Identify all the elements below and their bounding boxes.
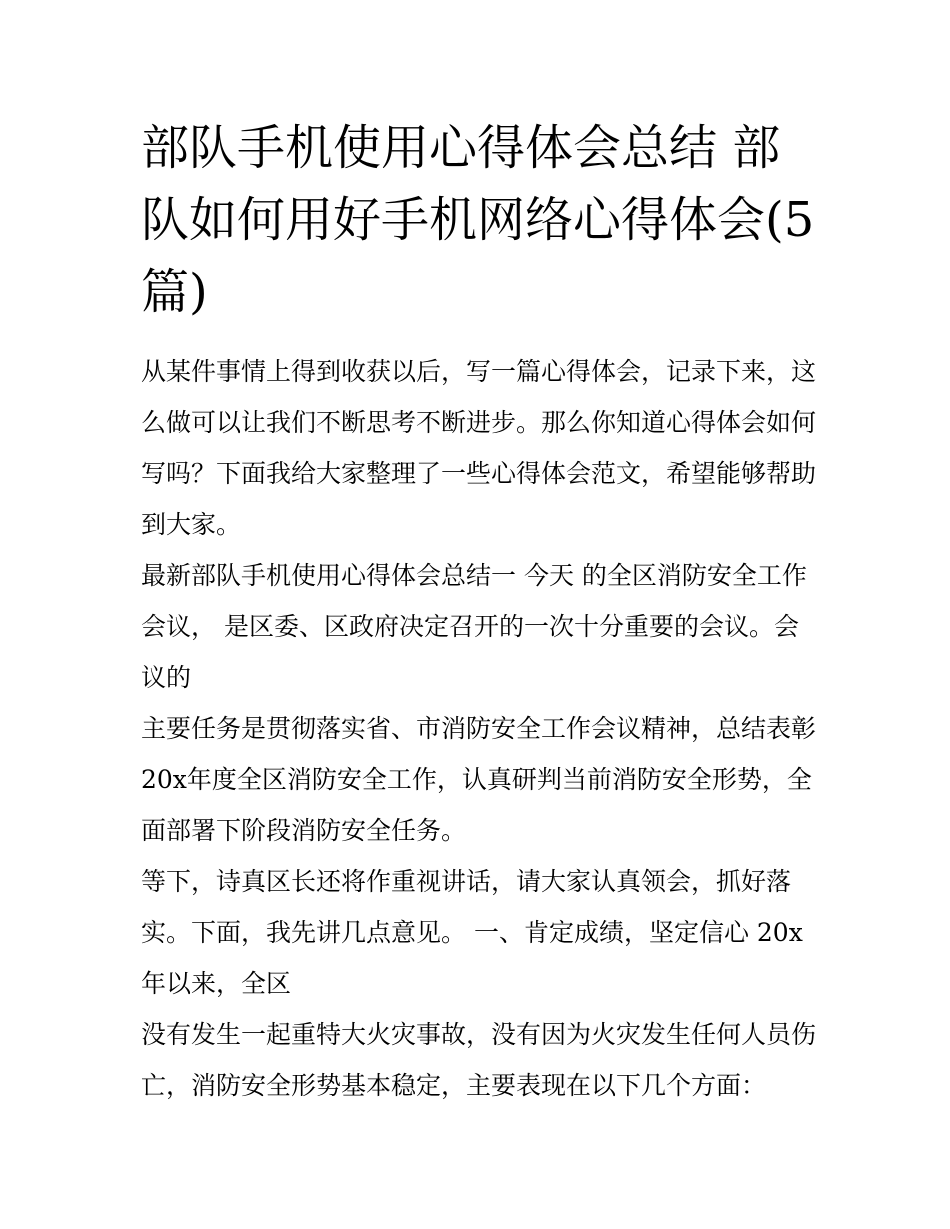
paragraph-safety-situation: 没有发生一起重特大火灾事故，没有因为火灾发生任何人员伤亡，消防安全形势基本稳定，主要表现在以下几个方面： xyxy=(141,1020,817,1100)
paragraph-intro: 从某件事情上得到收获以后，写一篇心得体会，记录下来，这么做可以让我们不断思考不断进步。那么你知道心得体会如何写吗？下面我给大家整理了一些心得体会范文，希望能够帮助到大家。 xyxy=(141,357,817,539)
paragraph-section-one-opening: 最新部队手机使用心得体会总结一 今天 的全区消防安全工作会议， 是区委、区政府决定召开的一次十分重要的会议。会议的 xyxy=(141,561,807,692)
paragraph-main-task: 主要任务是贯彻落实省、市消防安全工作会议精神，总结表彰20x年度全区消防安全工作，认真研判当前消防安全形势，全面部署下阶段消防安全任务。 xyxy=(141,714,817,845)
document-title: 部队手机使用心得体会总结 部队如何用好手机网络心得体会(5篇) xyxy=(141,120,815,320)
document-body xyxy=(141,112,821,1111)
paragraph-opinions: 等下，诗真区长还将作重视讲话，请大家认真领会，抓好落实。下面，我先讲几点意见。 一、肯定成绩，坚定信心 20x年以来，全区 xyxy=(141,867,803,998)
